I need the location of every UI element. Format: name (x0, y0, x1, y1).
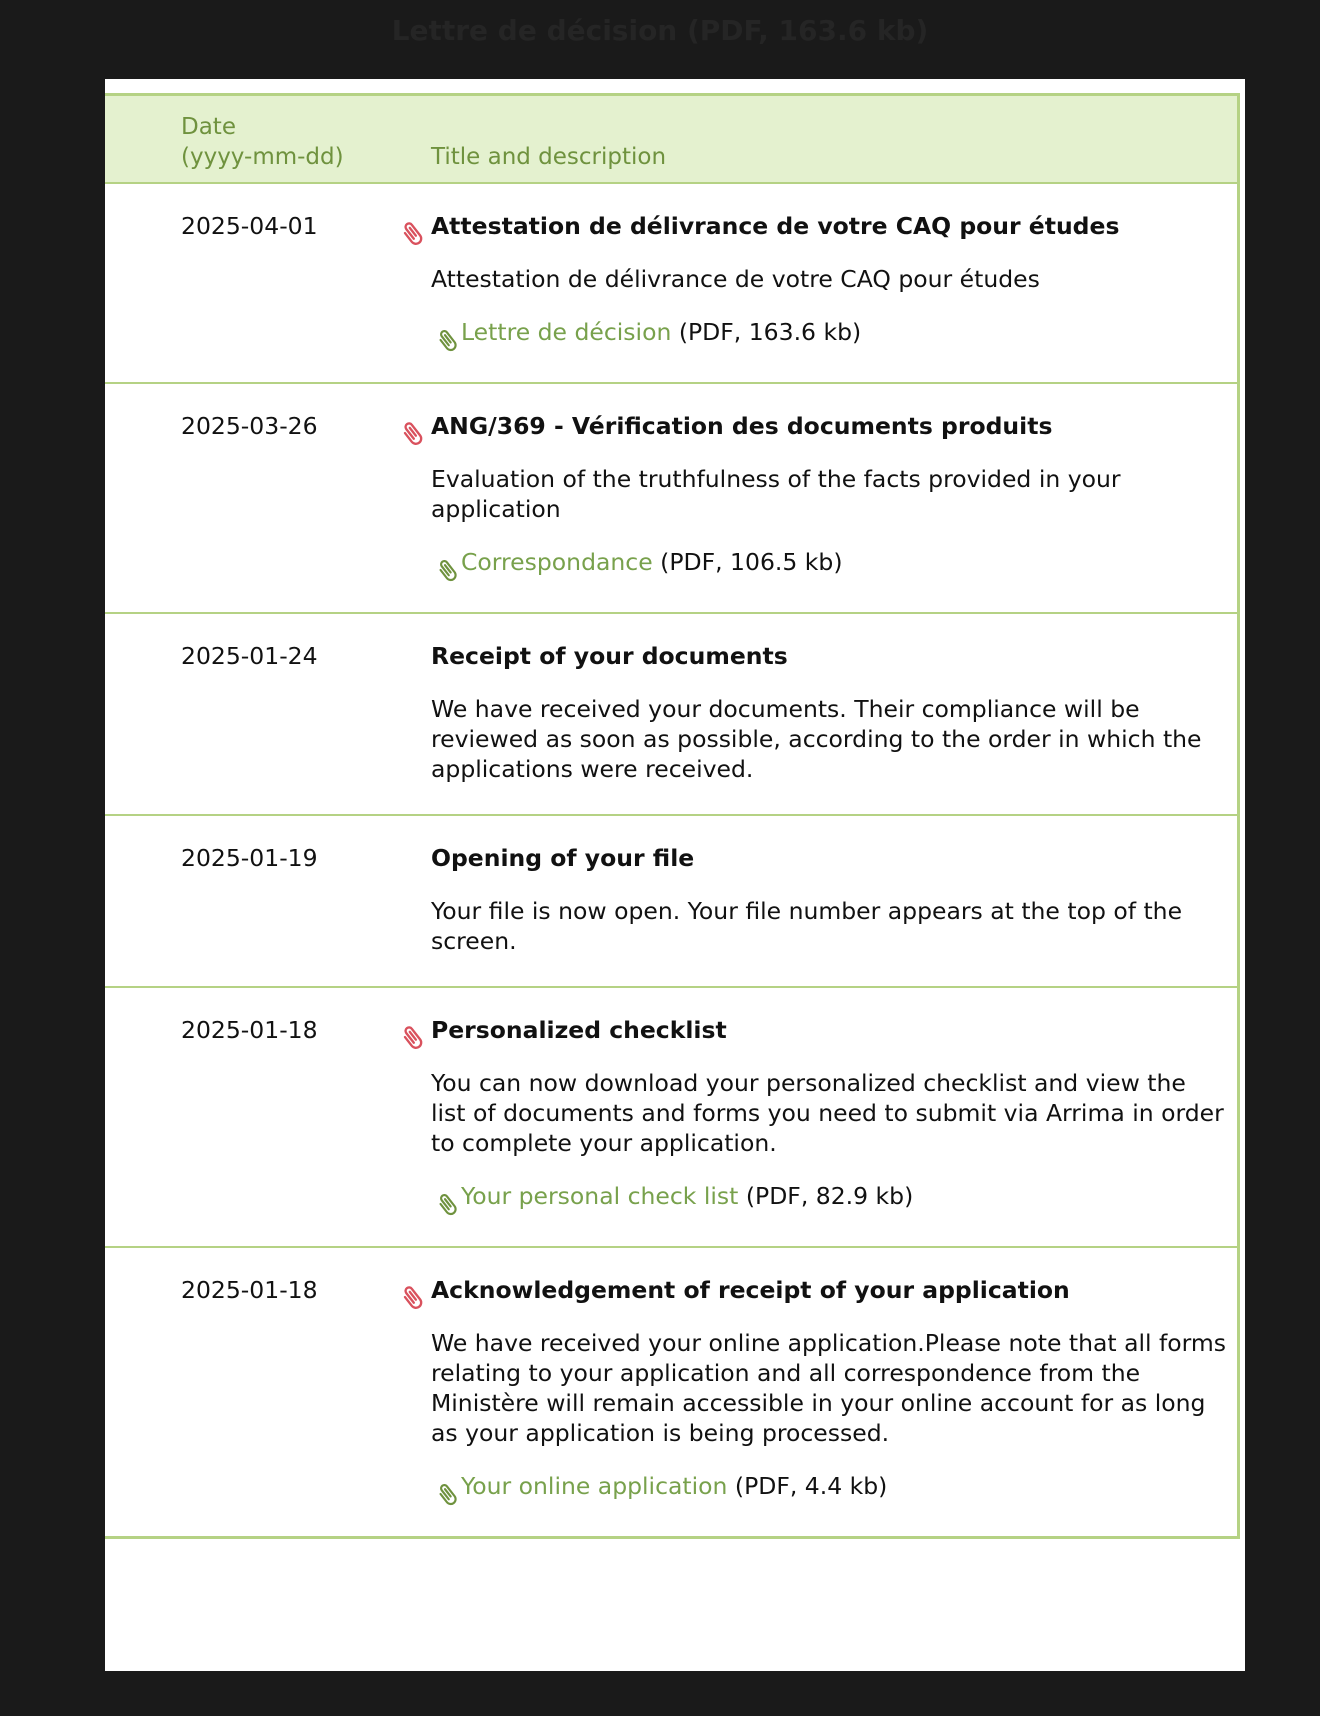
date-header-label: Date (181, 114, 236, 140)
entry-description: We have received your online application.Please note that all forms relating to your application and all correspondence from the Ministère will remain accessible in your online account for as long as your application is being processed. (431, 1329, 1227, 1447)
row-date: 2025-01-18 (105, 987, 405, 1247)
document-link-line (431, 547, 1231, 582)
entry-title: Opening of your file (431, 844, 695, 872)
document-link[interactable]: Lettre de décision (461, 318, 672, 346)
row-content (405, 987, 1238, 1247)
document-link-line (431, 317, 1231, 352)
document-file-info: (PDF, 163.6 kb) (678, 318, 862, 346)
table-row (105, 1247, 1238, 1538)
column-header-title: Title and description (405, 95, 1238, 184)
entry-description: Evaluation of the truthfulness of the facts provided in your application (431, 465, 1121, 523)
row-date: 2025-01-18 (181, 1276, 318, 1304)
entry-title: Attestation de délivrance de votre CAQ pour études (431, 212, 1120, 240)
document-file-info: (PDF, 82.9 kb) (745, 1182, 914, 1210)
background-caption: Lettre de décision (PDF, 163.6 kb) (391, 14, 929, 47)
row-content (405, 183, 1238, 383)
entry-title: Personalized checklist (431, 1016, 727, 1044)
document-link-line (431, 1471, 1231, 1506)
document-link[interactable]: Your personal check list (461, 1182, 739, 1210)
row-content (405, 1247, 1238, 1538)
document-link[interactable]: Correspondance (461, 548, 653, 576)
application-history-table (105, 93, 1240, 1539)
table-header-row (105, 95, 1238, 184)
date-format-label: (yyyy-mm-dd) (181, 144, 344, 170)
table-row (105, 815, 1238, 987)
document-link-line (431, 1181, 1231, 1216)
document-file-info: (PDF, 106.5 kb) (660, 548, 843, 576)
column-header-date (105, 95, 405, 184)
row-date: 2025-04-01 (105, 183, 405, 383)
row-content (405, 383, 1238, 613)
application-history-panel (105, 79, 1245, 1671)
entry-title: ANG/369 - Vérification des documents produits (431, 412, 1053, 440)
row-date: 2025-01-24 (105, 613, 405, 815)
table-row (105, 183, 1238, 383)
entry-title: Receipt of your documents (431, 642, 788, 670)
history-rows (105, 183, 1238, 1538)
entry-title: Acknowledgement of receipt of your application (431, 1276, 1070, 1304)
entry-description: We have received your documents. Their compliance will be reviewed as soon as possible, according to the order in which the applications were received. (431, 695, 1202, 783)
document-file-info: (PDF, 4.4 kb) (734, 1472, 888, 1500)
table-row (105, 613, 1238, 815)
row-date: 2025-03-26 (105, 383, 405, 613)
row-content (405, 613, 1238, 815)
row-content (405, 815, 1238, 987)
table-row (105, 383, 1238, 613)
row-date: 2025-01-19 (105, 815, 405, 987)
document-link[interactable]: Your online application (461, 1472, 728, 1500)
entry-description: Attestation de délivrance de votre CAQ pour études (431, 265, 1040, 293)
entry-description: Your file is now open. Your file number appears at the top of the screen. (431, 897, 1183, 955)
table-row (105, 987, 1238, 1247)
entry-description: You can now download your personalized checklist and view the list of documents and forms you need to submit via Arrima in order to complete your application. (431, 1069, 1224, 1157)
